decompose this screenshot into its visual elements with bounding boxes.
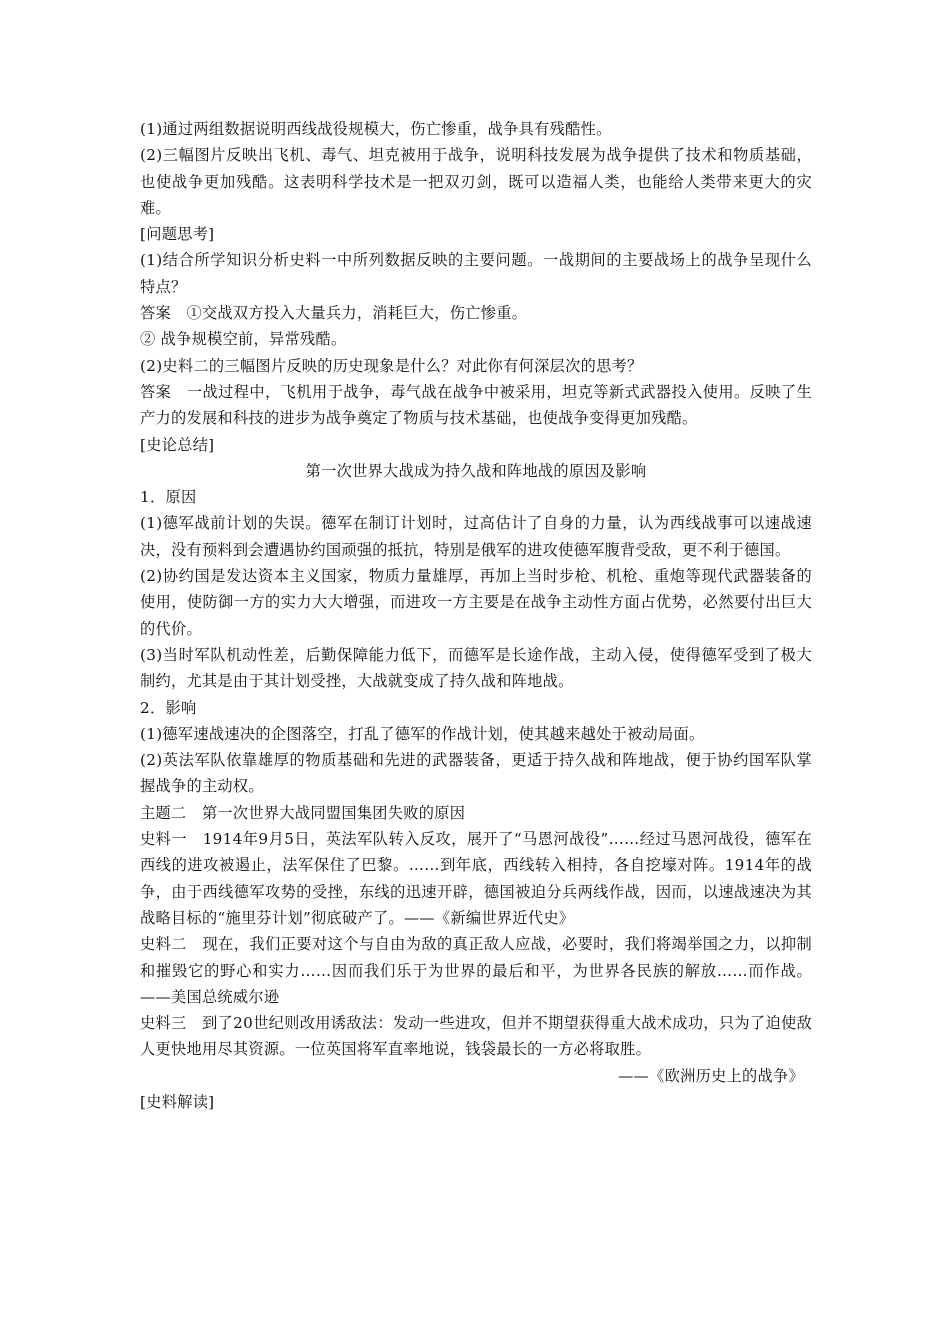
heading-effects: 2．影响	[140, 698, 197, 717]
question-2: (2)史料二的三幅图片反映的历史现象是什么？对此你有何深层次的思考？	[140, 356, 643, 375]
answer-point-1: (1)通过两组数据说明西线战役规模大，伤亡惨重，战争具有残酷性。	[140, 120, 612, 138]
cause-2: (2)协约国是发达资本主义国家，物质力量雄厚，再加上当时步枪、机枪、重炮等现代武器装备的使用，使防御一方的实力大大增强，而进攻一方主要是在战争主动性方面占优势，必然要付出巨大的代价。	[140, 567, 812, 638]
question-1: (1)结合所学知识分析史料一中所列数据反映的主要问题。一战期间的主要战场上的战争呈现什么特点？	[140, 251, 812, 296]
cause-3: (3)当时军队机动性差，后勤保障能力低下，而德军是长途作战，主动入侵，使得德军受到了极大制约，尤其是由于其计划受挫，大战就变成了持久战和阵地战。	[140, 645, 812, 691]
section-label-summary: [史论总结]	[140, 435, 215, 454]
source-material-3: 史料三 到了20世纪则改用诱敌法：发动一些进攻，但并不期望获得重大战术成功，只为了迫使敌人更快地用尽其资源。一位英国将军直率地说，钱袋最长的一方必将取胜。	[140, 1014, 812, 1059]
answer-2: 答案 一战过程中，飞机用于战争，毒气战在战争中被采用，坦克等新式武器投入使用。反映了生产力的发展和科技的进步为战争奠定了物质与技术基础，也使战争变得更加残酷。	[140, 382, 812, 428]
answer-point-2: (2)三幅图片反映出飞机、毒气、坦克被用于战争，说明科技发展为战争提供了技术和物质基础，也使战争更加残酷。这表明科学技术是一把双刃剑，既可以造福人类，也能给人类带来更大的灾难。	[140, 146, 812, 217]
topic-2-heading: 主题二 第一次世界大战同盟国集团失败的原因	[140, 803, 466, 822]
source-material-1: 史料一 1914年9月5日，英法军队转入反攻，展开了“马恩河战役”……经过马恩河战役，德军在西线的进攻被遏止，法军保住了巴黎。……到年底，西线转入相持，各自挖壕对阵。1914年的战争，由于西线德军攻势的受挫，东线的迅速开辟，德国被迫分兵两线作战，因而，以速战速决为其战略目标的“施里芬计划”彻底破产了。——《新编世界近代史》	[140, 830, 812, 927]
answer-1-part-2: ② 战争规模空前，异常残酷。	[140, 330, 347, 349]
section-label-interpretation: [史料解读]	[140, 1092, 215, 1111]
source-material-2: 史料二 现在，我们正要对这个与自由为敌的真正敌人应战，必要时，我们将竭举国之力，以抑制和摧毁它的野心和实力……因而我们乐于为世界的最后和平，为世界各民族的解放……而作战。——美国总统威尔逊	[140, 935, 812, 1006]
section-label-question-thinking: [问题思考]	[140, 225, 215, 244]
heading-causes: 1．原因	[140, 488, 197, 507]
source-material-3-citation: ——《欧洲历史上的战争》	[618, 1066, 804, 1085]
summary-title: 第一次世界大战成为持久战和阵地战的原因及影响	[305, 461, 647, 480]
cause-1: (1)德军战前计划的失误。德军在制订计划时，过高估计了自身的力量，认为西线战事可以速战速决，没有预料到会遭遇协约国顽强的抵抗，特别是俄军的进攻使德军腹背受敌，更不利于德国。	[140, 514, 812, 559]
document-page	[140, 116, 812, 1115]
answer-1-part-1: 答案 ①交战双方投入大量兵力，消耗巨大，伤亡惨重。	[140, 304, 528, 323]
effect-1: (1)德军速战速决的企图落空，打乱了德军的作战计划，使其越来越处于被动局面。	[140, 724, 705, 743]
effect-2: (2)英法军队依靠雄厚的物质基础和先进的武器装备，更适于持久战和阵地战，便于协约国军队掌握战争的主动权。	[140, 751, 812, 796]
